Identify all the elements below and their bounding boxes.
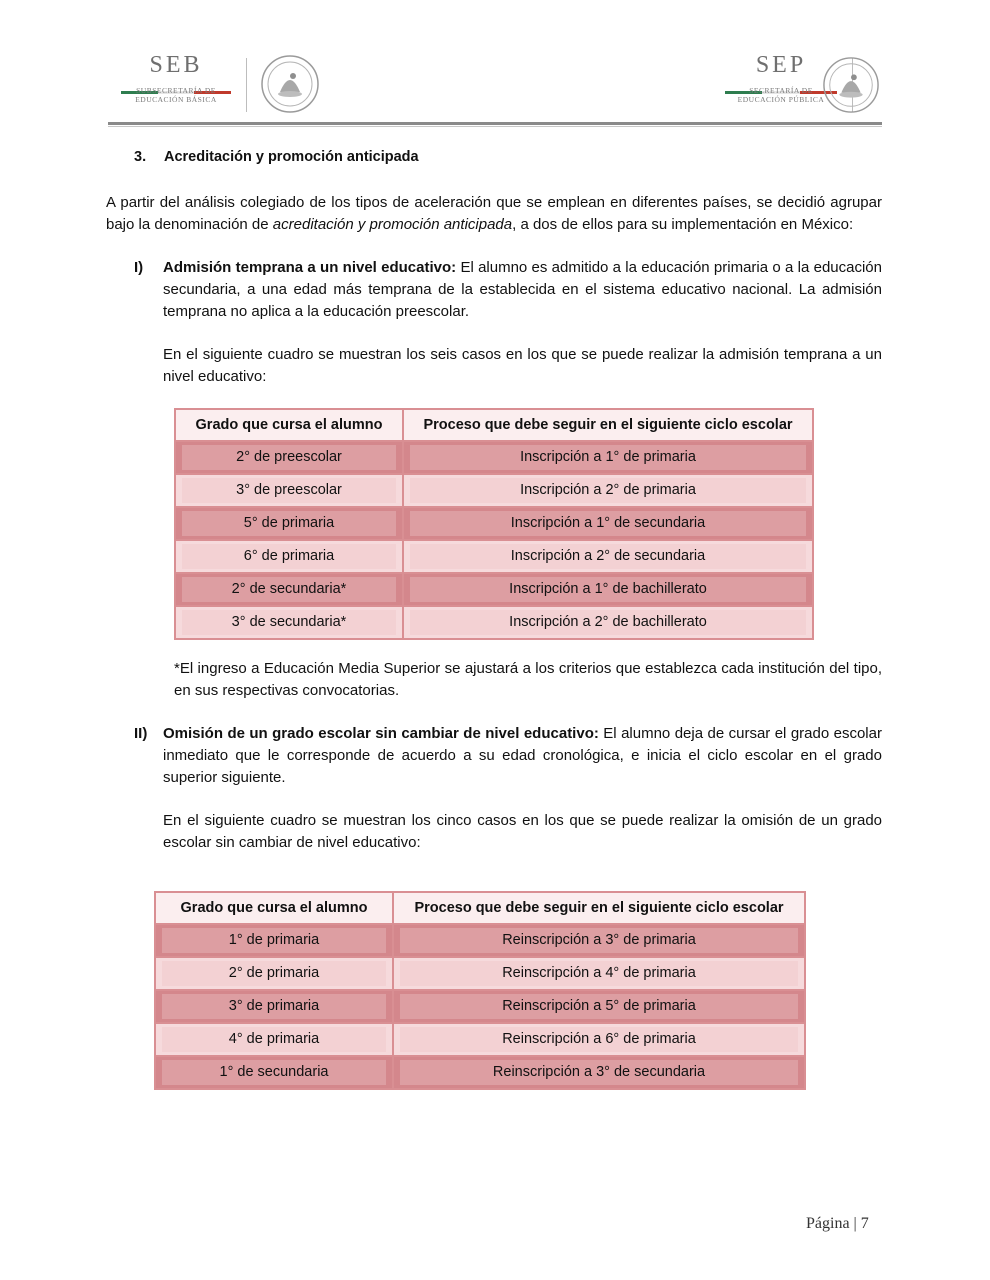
table-row [175, 573, 813, 606]
table-intro: En el siguiente cuadro se muestran los cinco casos en los que se puede realizar la omisión de un grado escolar sin cambiar de nivel educativo: [163, 812, 882, 851]
table-row [175, 441, 813, 474]
page-number: 7 [860, 1215, 869, 1232]
intro-text: A partir del análisis colegiado de los tipos de aceleración que se emplean en diferentes países, se decidió agrupar bajo la denominación de [106, 194, 882, 233]
page-footer [806, 1215, 869, 1233]
table-cell: 1° de primaria [162, 928, 386, 953]
table-header-grado: Grado que cursa el alumno [155, 892, 393, 924]
list-item-omision-grado [106, 723, 882, 854]
table-header-proceso: Proceso que debe seguir en el siguiente ciclo escolar [403, 409, 813, 441]
table-cell: Inscripción a 2° de bachillerato [410, 610, 806, 635]
seb-subtitle-line2: EDUCACIÓN BÁSICA [135, 94, 217, 104]
item-heading: Omisión de un grado escolar sin cambiar de nivel educativo: [163, 725, 599, 742]
table-cell: 3° de preescolar [182, 478, 396, 503]
table-footnote: *El ingreso a Educación Media Superior se ajustará a los criterios que establezca cada institución del tipo, en sus respectivas convocatorias. [174, 660, 882, 699]
table-cell: 3° de primaria [162, 994, 386, 1019]
section-title: Acreditación y promoción anticipada [164, 149, 419, 165]
table-cell: 4° de primaria [162, 1027, 386, 1052]
table-cell: Inscripción a 1° de secundaria [410, 511, 806, 536]
table-cell: Inscripción a 2° de secundaria [410, 544, 806, 569]
table-row [155, 1056, 805, 1089]
table-cell: 5° de primaria [182, 511, 396, 536]
table-cell: 3° de secundaria* [182, 610, 396, 635]
table-cell: 2° de primaria [162, 961, 386, 986]
item-paragraph [163, 723, 882, 789]
table-cell: 2° de preescolar [182, 445, 396, 470]
table-row [175, 507, 813, 540]
table-row [175, 540, 813, 573]
intro-emphasis: acreditación y promoción anticipada [272, 216, 513, 233]
table-cell: Inscripción a 1° de primaria [410, 445, 806, 470]
flag-stripe [725, 81, 837, 84]
header-rule-thin [108, 126, 882, 127]
table-row [155, 924, 805, 957]
flag-stripe [121, 81, 231, 84]
table-row [155, 1023, 805, 1056]
admision-temprana-table [174, 408, 814, 640]
intro-paragraph [106, 192, 882, 236]
table-header-grado: Grado que cursa el alumno [175, 409, 403, 441]
table-cell: 1° de secundaria [162, 1060, 386, 1085]
intro-text-end: , a dos de ellos para su implementación en México: [512, 216, 854, 233]
item-text: El alumno deja de cursar el grado escolar inmediato que le corresponde de acuerdo a su edad cronológica, e inicia el ciclo escolar en el grado superior siguiente. [163, 725, 882, 786]
table-cell: Inscripción a 2° de primaria [410, 478, 806, 503]
table-cell: Reinscripción a 6° de primaria [400, 1027, 798, 1052]
table-cell: Reinscripción a 3° de secundaria [400, 1060, 798, 1085]
table-row [155, 957, 805, 990]
sep-logo-group [722, 52, 882, 118]
table-row [155, 990, 805, 1023]
item-text: El alumno es admitido a la educación primaria o a la educación secundaria, a una edad más temprana de la establecida en el sistema educativo nacional. La admisión temprana no aplica a la educación preescolar. [163, 259, 882, 320]
table-row [175, 474, 813, 507]
table-cell: Reinscripción a 4° de primaria [400, 961, 798, 986]
omision-grado-table [154, 891, 806, 1090]
seb-logo [116, 52, 236, 118]
page-separator: | [853, 1215, 857, 1232]
section-number: 3. [134, 149, 147, 165]
table-cell: Reinscripción a 5° de primaria [400, 994, 798, 1019]
table-header-proceso: Proceso que debe seguir en el siguiente ciclo escolar [393, 892, 805, 924]
sep-acronym: SEP [755, 52, 807, 78]
table-cell: Reinscripción a 3° de primaria [400, 928, 798, 953]
seb-subtitle-line1: SUBSECRETARÍA DE [136, 86, 216, 95]
item-heading: Admisión temprana a un nivel educativo: [163, 259, 457, 276]
table-cell: Inscripción a 1° de bachillerato [410, 577, 806, 602]
section-heading [134, 146, 882, 168]
sep-subtitle-line2: EDUCACIÓN PÚBLICA [737, 94, 825, 104]
document-body [106, 146, 882, 1090]
logo-divider [246, 58, 247, 112]
page-label: Página [806, 1215, 850, 1232]
table-cell: 2° de secundaria* [182, 577, 396, 602]
table-intro: En el siguiente cuadro se muestran los seis casos en los que se puede realizar la admisión temprana a un nivel educativo: [163, 346, 882, 385]
mexican-coat-of-arms-icon [822, 56, 880, 114]
table-cell: 6° de primaria [182, 544, 396, 569]
page-header [108, 52, 882, 124]
seb-acronym: SEB [149, 52, 203, 78]
table-row [175, 606, 813, 639]
list-item-admision-temprana [106, 257, 882, 388]
item-paragraph [163, 257, 882, 323]
mexican-coat-of-arms-icon [260, 54, 320, 114]
sep-subtitle-line1: SECRETARÍA DE [749, 86, 813, 95]
item-numeral: I) [134, 259, 144, 276]
item-numeral: II) [134, 725, 148, 742]
header-rule [108, 122, 882, 125]
